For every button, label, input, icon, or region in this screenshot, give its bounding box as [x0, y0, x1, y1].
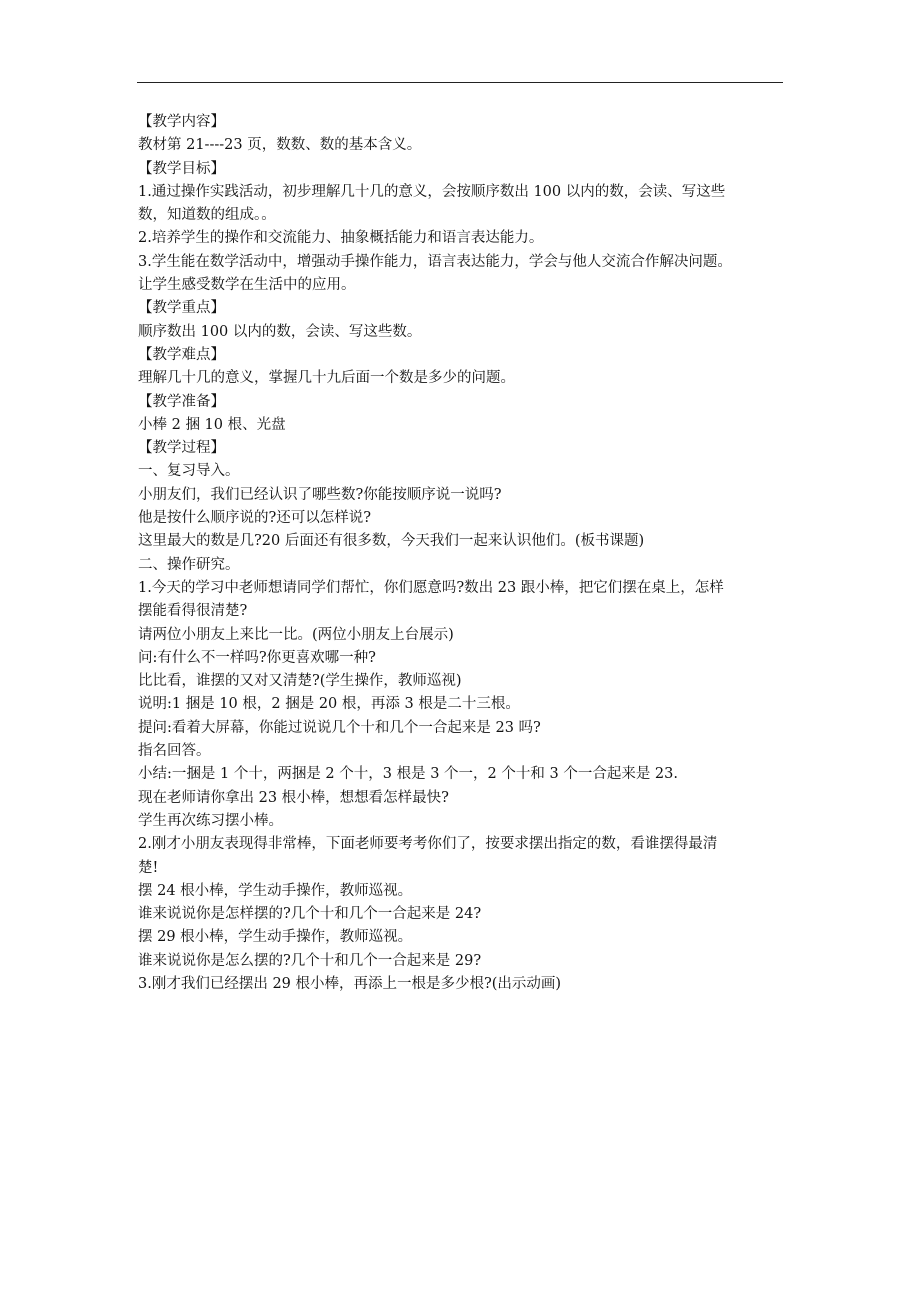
section-heading-goals: 【教学目标】 — [138, 160, 225, 177]
header-rule — [137, 82, 783, 83]
text-line: 摆 24 根小棒，学生动手操作，教师巡视。 — [138, 882, 413, 899]
section-heading-preparation: 【教学准备】 — [138, 393, 225, 410]
text-line: 数，知道数的组成。。 — [138, 207, 276, 224]
text-line: 2.刚才小朋友表现得非常棒，下面老师要考考你们了，按要求摆出指定的数，看谁摆得最清 — [138, 836, 718, 853]
subsection-heading: 一、复习导入。 — [138, 463, 240, 480]
text-line: 教材第 21----23 页，数数、数的基本含义。 — [138, 137, 422, 154]
text-line: 3.学生能在数学活动中，增强动手操作能力，语言表达能力，学会与他人交流合作解决问题。 — [138, 253, 732, 270]
text-line: 楚! — [138, 859, 159, 876]
text-line: 这里最大的数是几?20 后面还有很多数，今天我们一起来认识他们。(板书课题) — [138, 533, 645, 550]
text-line: 理解几十几的意义，掌握几十九后面一个数是多少的问题。 — [138, 370, 515, 387]
section-heading-key-points: 【教学重点】 — [138, 300, 225, 317]
text-line: 摆 29 根小棒，学生动手操作，教师巡视。 — [138, 929, 413, 946]
text-line: 小结:一捆是 1 个十，两捆是 2 个十，3 根是 3 个一，2 个十和 3 个一合起来是 23. — [138, 766, 678, 783]
text-line: 提问:看着大屏幕，你能过说说几个十和几个一合起来是 23 吗? — [138, 719, 541, 736]
text-line: 让学生感受数学在生活中的应用。 — [138, 277, 356, 294]
section-heading-difficulties: 【教学难点】 — [138, 346, 225, 363]
text-line: 3.刚才我们已经摆出 29 根小棒，再添上一根是多少根?(出示动画) — [138, 975, 562, 992]
text-line: 现在老师请你拿出 23 根小棒，想想看怎样最快? — [138, 789, 449, 806]
text-line: 比比看，谁摆的又对又清楚?(学生操作，教师巡视) — [138, 673, 462, 690]
text-line: 摆能看得很清楚? — [138, 603, 248, 620]
text-line: 1.通过操作实践活动，初步理解几十几的意义，会按顺序数出 100 以内的数，会读、写这些 — [138, 183, 726, 200]
text-line: 谁来说说你是怎么摆的?几个十和几个一合起来是 29? — [138, 952, 482, 969]
text-line: 小朋友们，我们已经认识了哪些数?你能按顺序说一说吗? — [138, 486, 502, 503]
text-line: 说明:1 捆是 10 根，2 捆是 20 根，再添 3 根是二十三根。 — [138, 696, 520, 713]
text-line: 谁来说说你是怎样摆的?几个十和几个一合起来是 24? — [138, 906, 482, 923]
text-line: 指名回答。 — [138, 743, 211, 760]
text-line: 1.今天的学习中老师想请同学们帮忙，你们愿意吗?数出 23 跟小棒，把它们摆在桌上，怎样 — [138, 579, 724, 596]
section-heading-content: 【教学内容】 — [138, 114, 225, 130]
text-line: 问:有什么不一样吗?你更喜欢哪一种? — [138, 649, 376, 666]
subsection-heading: 二、操作研究。 — [138, 556, 240, 573]
document-body — [138, 111, 788, 996]
text-line: 请两位小朋友上来比一比。(两位小朋友上台展示) — [138, 626, 454, 643]
text-line: 他是按什么顺序说的?还可以怎样说? — [138, 510, 372, 527]
text-line: 小棒 2 捆 10 根、光盘 — [138, 416, 286, 433]
text-line: 2.培养学生的操作和交流能力、抽象概括能力和语言表达能力。 — [138, 230, 544, 247]
section-heading-process: 【教学过程】 — [138, 440, 225, 457]
text-line: 顺序数出 100 以内的数，会读、写这些数。 — [138, 323, 422, 340]
text-line: 学生再次练习摆小棒。 — [138, 812, 283, 829]
